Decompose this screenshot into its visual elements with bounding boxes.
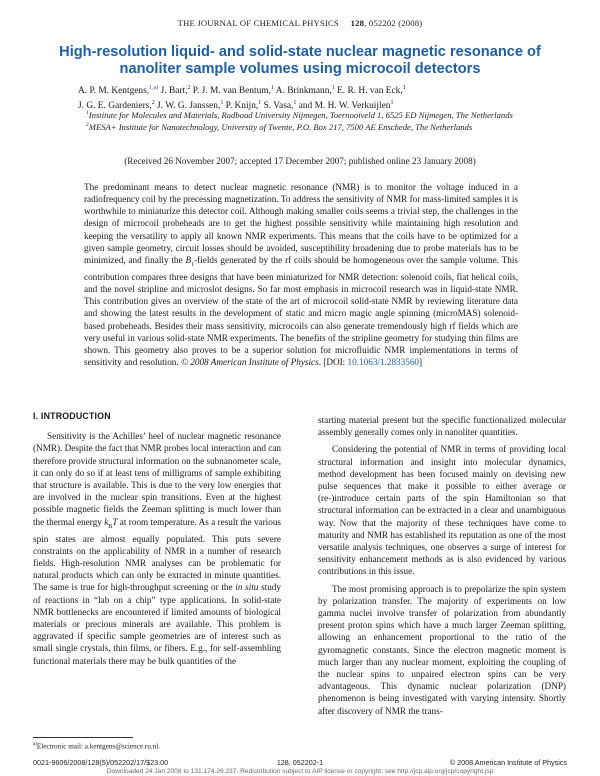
author-name: J. Bart, — [158, 86, 188, 97]
doi-link[interactable]: 10.1063/1.2833560 — [347, 357, 420, 368]
footnote: $^{a)}$Electronic mail: a.kentgens@science.ru.nl. — [33, 742, 161, 751]
affiliation-1: $^1$Institute for Molecules and Materials, Radboud University Nijmegen, Toernooiveld 1, 6525 ED Nijmegen, The Netherlands — [86, 109, 513, 120]
footnote-divider — [33, 737, 133, 738]
journal-year: (2008) — [398, 18, 423, 28]
affiliation-2: $^2$MESA+ Institute for Nanotechnology, University of Twente, P.O. Box 217, 7500 AE Enschede, The Netherlands — [86, 122, 473, 133]
body-column-left — [33, 410, 281, 667]
author-affiliation-link[interactable]: 1,a) — [149, 85, 159, 91]
author-name: J. W. G. Janssen, — [154, 100, 221, 111]
abstract: The predominant means to detect nuclear magnetic resonance (NMR) is to monitor the voltage induced in a radiofrequency coil by the precessing magnetization. To address the sensitivity of NMR for mass-limited samples it is worthwhile to miniaturize this detector coil. Although making smaller coils seems a trivial step, the challenges in the design of microcoil probeheads are to get the highest possible sensitivity while maintaining high resolution and keeping the versatility to apply all known NMR experiments. This means that the coils have to be optimized for a given sample geometry, circuit losses should be avoided, susceptibility broadening due to probe materials has to be minimized, and finally the $B_1$-fields generated by the rf coils should be homogeneous over the sample volume. This contribution compares three designs that have been miniaturized for NMR detection: solenoid coils, flat helical coils, and the novel stripline and microslot designs. So far most emphasis in microcoil research was in liquid-state NMR. This contribution gives an overview of the state of the art of microcoil solid-state NMR by reviewing literature data and showing the latest results in the development of static and micro magic angle spinning (microMAS) solenoid-based probeheads. Besides their mass sensitivity, microcoils can also generate tremendously high rf fields which are very useful in various solid-state NMR experiments. The benefits of the stripline geometry for studying thin films are shown. This geometry also proves to be a superior solution for microfluidic NMR implementations in terms of sensitivity and resolution. © 2008 American Institute of Physics. [DOI: 10.1063/1.2833560] — [84, 182, 518, 368]
journal-name: THE JOURNAL OF CHEMICAL PHYSICS — [177, 18, 339, 28]
abstract-copyright: © 2008 American Institute of Physics — [180, 357, 319, 368]
section-heading: I. INTRODUCTION — [33, 411, 111, 421]
author-name: P. J. M. van Bentum, — [190, 86, 271, 97]
author-name: P. Knijn, — [223, 100, 259, 111]
paragraph: starting material present but the specific functionalized molecular assembly generally comes only in nanoliter quantities. — [318, 415, 566, 438]
footnote-email: Electronic mail: a.kentgens@science.ru.nl. — [36, 742, 161, 751]
footer-issn: 0021-9606/2008/128(5)/052202/17/$23.00 — [33, 758, 169, 767]
author-name: A. P. M. Kentgens, — [78, 86, 150, 97]
affiliations — [86, 108, 536, 133]
paper-title: High-resolution liquid- and solid-state nuclear magnetic resonance of nanoliter sample volumes using microcoil detectors — [59, 44, 541, 77]
author-name: and M. H. W. Verkuijlen — [296, 100, 391, 111]
author-name: E. R. H. van Eck, — [334, 86, 403, 97]
journal-volume: 128 — [350, 18, 365, 28]
author-name: A. Brinkmann, — [273, 86, 332, 97]
paragraph: The most promising approach is to prepolarize the spin system by polarization transfer. The majority of experiments on low gamma nuclei involve transfer of polarization from abundantly present proton spins which have a much larger Zeeman splitting, allowing an enhancement proportional to the ratio of the gyromagnetic constants. Since the electron magnetic moment is much larger than any nuclear moment, exploiting the coupling of the nuclear spins to unpaired electron spins can be very advantageous. This dynamic nuclear polarization (DNP) phenomenon is being investigated with varying intensity. Shortly after discovery of NMR the trans- — [318, 583, 566, 716]
publication-dates: (Received 26 November 2007; accepted 17 December 2007; published online 23 January 2008) — [124, 156, 476, 166]
download-notice: Downloaded 24 Jan 2008 to 131.174.26.237. Redistribution subject to AIP license or copyright; see http://jcp.aip.org/jcp/copyright.jsp — [106, 768, 494, 775]
author-name: J. G. E. Gardeniers, — [78, 100, 152, 111]
author-name: S. Vasa, — [261, 100, 294, 111]
journal-header: THE JOURNAL OF CHEMICAL PHYSICS 128, 052202 (2008) — [177, 18, 423, 28]
footer-copyright: © 2008 American Institute of Physics — [449, 758, 567, 767]
paragraph: Sensitivity is the Achilles’ heel of nuclear magnetic resonance (NMR). Despite the fact that NMR probes local interaction and can therefore provide structural information on the subnanometer scale, it can only do so if at least tens of milligrams of sample exhibiting that structure is available. This is due to the very low energies that are involved in the nuclear spin transitions. Even at the highest possible magnetic fields the Zeeman splitting is much lower than the thermal energy $k_BT$ at room temperature. As a result the various spin states are almost equally populated. This puts severe constraints on the applicability of NMR in a number of research fields. High-resolution NMR analyses can be problematic for natural products which can only be extracted in minute quantities. The same is true for high-throughput screening or the in situ study of reactions in “lab on a chip” type applications. In solid-state NMR bottlenecks are encountered if limited amounts of biological materials or precious minerals are available. This problem is aggravated if specific sample geometries are of interest such as small single crystals, thin films, or fibers. E.g., for self-assembling functional materials there may be bulk quantities of the — [33, 431, 281, 666]
author-list: A. P. M. Kentgens,$^{1,a)}$ J. Bart,$^2$ P. J. M. van Bentum,$^1$ A. Brinkmann,$^1$ E. R. H. van Eck,$^1$ J. G. E. Gardeniers,$^2$ J. W. G. Janssen,$^1$ P. Knijn,$^1$ S. Vasa,$^1$ and M. H. W. Verkuijlen$^1$ — [78, 85, 406, 111]
article-number: 052202 — [368, 18, 396, 28]
footer-page-number: 128, 052202-1 — [276, 758, 324, 767]
paragraph: Considering the potential of NMR in terms of providing local structural information and insight into molecular dynamics, method development has been focused mainly on devising new pulse sequences that make it possible to either average or (re-)introduce certain parts of the spin Hamiltonian so that structural information can be extracted in a clear and unambiguous way. Now that the majority of these techniques have come to maturity and NMR has established its reputation as one of the most versatile analysis techniques, one observes a surge of interest for sensitivity enhancement methods as is also evidenced by various contributions in this issue. — [318, 444, 566, 577]
body-column-right — [318, 414, 566, 717]
